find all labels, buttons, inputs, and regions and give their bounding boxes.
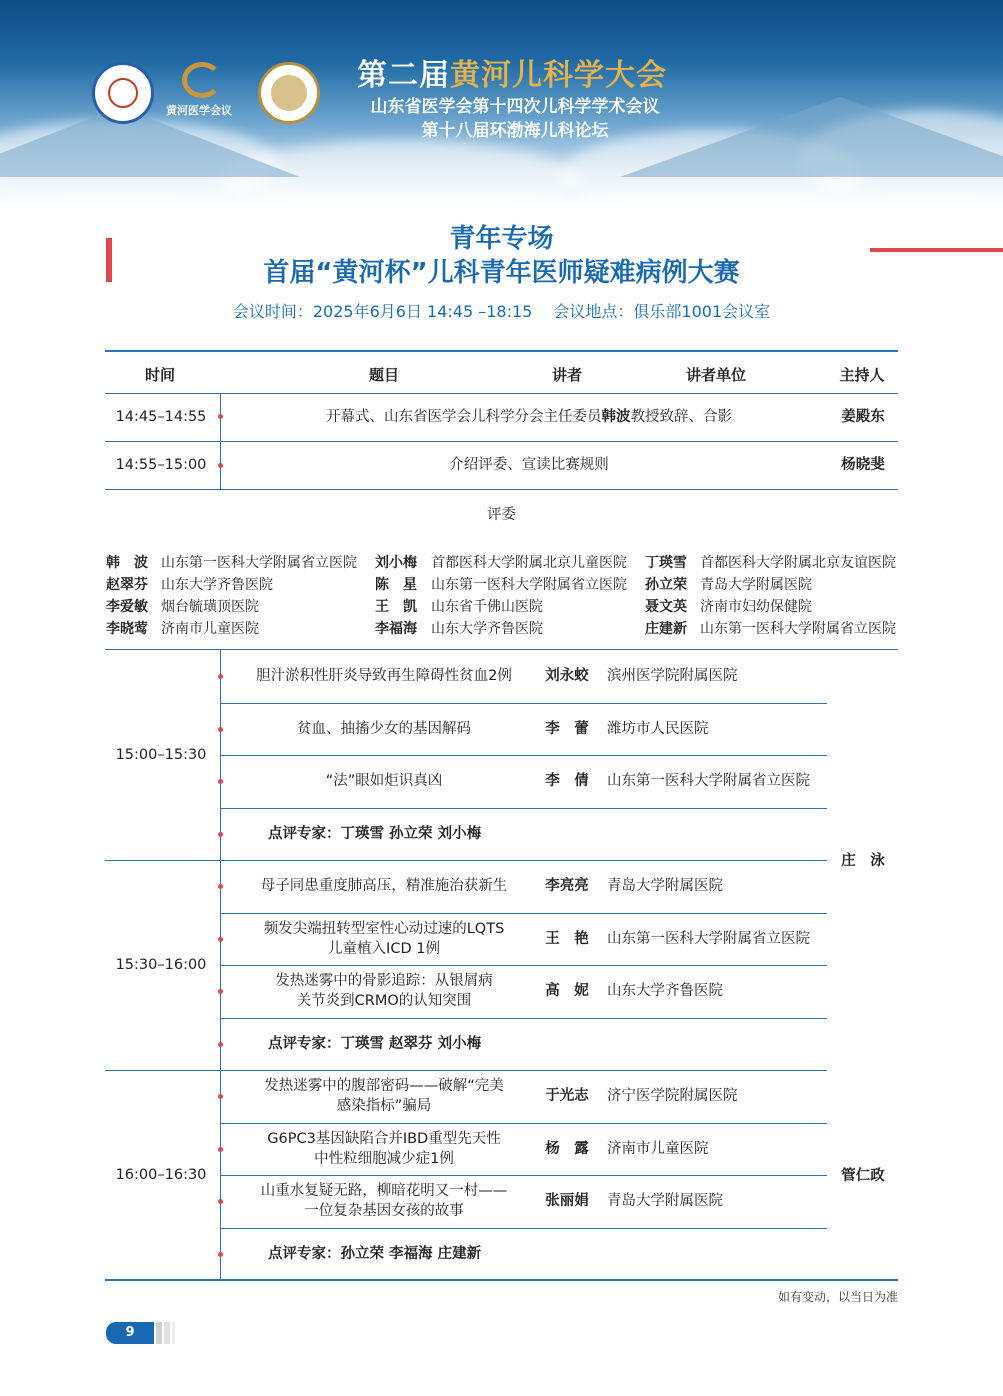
judge-org: 山东第一医科大学附属省立医院 xyxy=(431,577,627,593)
opening-time: 14:45–14:55 xyxy=(115,409,207,425)
judges-label: 评委 xyxy=(487,507,516,523)
table-bottom-border xyxy=(105,1279,898,1281)
header-topic: 题目 xyxy=(368,366,399,384)
talk-speaker-unit: 济南市儿童医院 xyxy=(607,1140,709,1157)
row-divider xyxy=(221,913,827,914)
talk-speaker-unit: 潍坊市人民医院 xyxy=(607,720,709,737)
section-title: 青年专场 xyxy=(449,224,554,254)
judge-name: 王 凯 xyxy=(375,599,417,615)
judge-name: 陈 星 xyxy=(375,577,417,593)
talk-speaker: 李 倩 xyxy=(545,773,589,790)
judge-name: 李爱敏 xyxy=(106,599,148,615)
talk-speaker: 张丽娟 xyxy=(545,1193,589,1210)
row-divider xyxy=(221,1018,827,1019)
host-session-3: 管仁政 xyxy=(841,1168,885,1184)
review-experts: 点评专家：丁瑛雪 赵翠芬 刘小梅 xyxy=(268,1035,482,1052)
conference-subtitle-2: 第十八届环渤海儿科论坛 xyxy=(421,121,609,141)
hospital-seal-logo xyxy=(258,62,320,124)
header-time: 时间 xyxy=(144,366,175,384)
session-time: 15:30–16:00 xyxy=(115,957,207,973)
row-marker xyxy=(218,1147,223,1152)
row-marker xyxy=(218,832,223,837)
row-marker xyxy=(218,1199,223,1204)
judge-org: 烟台毓璜顶医院 xyxy=(161,599,259,615)
rules-host: 杨晓斐 xyxy=(841,457,885,473)
row-divider xyxy=(221,808,827,809)
talk-speaker: 李 蕾 xyxy=(545,720,589,737)
conference-subtitle-1: 山东省医学会第十四次儿科学学术会议 xyxy=(370,97,660,117)
judge-name: 孙立荣 xyxy=(645,577,687,593)
talk-speaker: 于光志 xyxy=(545,1088,589,1105)
rules-content: 介绍评委、宣读比赛规则 xyxy=(449,457,609,473)
row-marker xyxy=(218,727,223,732)
header-speaker: 讲者 xyxy=(551,366,582,384)
talk-speaker: 李亮亮 xyxy=(545,878,589,895)
meeting-info: 会议时间：2025年6月6日 14:45 –18:15 会议地点：俱乐部1001会议室 xyxy=(232,302,771,321)
row-marker xyxy=(218,884,223,889)
row-divider xyxy=(105,649,898,650)
header-host: 主持人 xyxy=(839,366,885,384)
judge-name: 庄建新 xyxy=(645,621,687,637)
opening-content: 开幕式、山东省医学会儿科学分会主任委员韩波教授致辞、合影 xyxy=(326,409,732,425)
talk-speaker-unit: 山东第一医科大学附属省立医院 xyxy=(607,773,810,790)
session-divider xyxy=(105,1070,827,1071)
row-marker xyxy=(218,779,223,784)
row-divider xyxy=(105,489,898,490)
talk-speaker-unit: 青岛大学附属医院 xyxy=(607,878,723,895)
talk-speaker: 王 艳 xyxy=(545,930,589,947)
row-divider xyxy=(221,1123,827,1124)
judge-name: 聂文英 xyxy=(645,599,687,615)
judge-org: 山东大学齐鲁医院 xyxy=(431,621,543,637)
column-divider xyxy=(220,394,221,490)
row-marker xyxy=(218,1042,223,1047)
judge-org: 济南市儿童医院 xyxy=(161,621,259,637)
review-experts: 点评专家：孙立荣 李福海 庄建新 xyxy=(268,1245,482,1262)
judge-name: 李晓莺 xyxy=(106,621,148,637)
yellow-river-conference-logo: 黄河医学会议 xyxy=(172,62,236,124)
page-number: 9 xyxy=(106,1322,154,1344)
session-divider xyxy=(105,860,827,861)
opening-host: 姜殿东 xyxy=(841,409,885,425)
judge-name: 赵翠芬 xyxy=(106,577,148,593)
talk-title: 发热迷雾中的腹部密码——破解“完美 感染指标”骗局 xyxy=(264,1078,504,1115)
talk-title: 母子同患重度肺高压，精准施治获新生 xyxy=(260,878,508,895)
row-marker xyxy=(218,937,223,942)
judge-org: 青岛大学附属医院 xyxy=(700,577,812,593)
change-note: 如有变动，以当日为准 xyxy=(777,1290,898,1304)
talk-title: 频发尖端扭转型室性心动过速的LQTS 儿童植入ICD 1例 xyxy=(263,920,505,957)
row-marker xyxy=(218,1094,223,1099)
judge-org: 济南市妇幼保健院 xyxy=(700,599,812,615)
row-marker xyxy=(218,989,223,994)
talk-title: 发热迷雾中的骨影追踪：从银屑病 关节炎到CRMO的认知突围 xyxy=(275,973,493,1010)
row-marker xyxy=(218,674,223,679)
talk-title: 胆汁淤积性肝炎导致再生障碍性贫血2例 xyxy=(256,668,512,685)
talk-speaker-unit: 山东大学齐鲁医院 xyxy=(607,983,723,1000)
judge-org: 首都医科大学附属北京儿童医院 xyxy=(431,555,627,571)
page-stripe xyxy=(172,1322,175,1344)
talk-title: 贫血、抽搐少女的基因解码 xyxy=(297,720,471,737)
judge-org: 山东大学齐鲁医院 xyxy=(161,577,273,593)
judge-name: 李福海 xyxy=(375,621,417,637)
page-stripe xyxy=(156,1322,162,1344)
conference-title: 第二届黄河儿科学大会 xyxy=(357,58,667,93)
table-top-border xyxy=(105,350,898,352)
row-marker xyxy=(218,1252,223,1257)
talk-speaker: 高 妮 xyxy=(545,983,589,1000)
talk-title: 山重水复疑无路，柳暗花明又一村—— 一位复杂基因女孩的故事 xyxy=(260,1183,508,1220)
judge-name: 韩 波 xyxy=(106,555,148,571)
row-divider xyxy=(221,703,827,704)
talk-speaker: 刘永蛟 xyxy=(545,668,589,685)
medical-association-logo xyxy=(92,62,154,124)
page-stripe xyxy=(164,1322,170,1344)
row-divider xyxy=(221,1228,827,1229)
header-divider xyxy=(105,393,898,394)
row-divider xyxy=(221,965,827,966)
judge-name: 刘小梅 xyxy=(375,555,417,571)
judge-name: 丁瑛雪 xyxy=(645,555,687,571)
talk-speaker-unit: 山东第一医科大学附属省立医院 xyxy=(607,930,810,947)
talk-title: “法”眼如炬识真凶 xyxy=(325,773,443,790)
talk-speaker-unit: 滨州医学院附属医院 xyxy=(607,668,738,685)
talk-speaker-unit: 济宁医学院附属医院 xyxy=(607,1088,738,1105)
judge-org: 首都医科大学附属北京友谊医院 xyxy=(700,555,896,571)
row-divider xyxy=(105,441,898,442)
session-time: 15:00–15:30 xyxy=(115,747,207,763)
rules-time: 14:55–15:00 xyxy=(115,457,207,473)
judge-org: 山东省千佛山医院 xyxy=(431,599,543,615)
session-time: 16:00–16:30 xyxy=(115,1167,207,1183)
talk-speaker: 杨 露 xyxy=(545,1140,589,1157)
judge-org: 山东第一医科大学附属省立医院 xyxy=(700,621,896,637)
header-speaker-unit: 讲者单位 xyxy=(685,366,746,384)
row-divider xyxy=(221,755,827,756)
talk-speaker-unit: 青岛大学附属医院 xyxy=(607,1193,723,1210)
row-divider xyxy=(221,1175,827,1176)
host-sessions-1-2: 庄 泳 xyxy=(841,853,885,869)
talk-title: G6PC3基因缺陷合并IBD重型先天性 中性粒细胞减少症1例 xyxy=(267,1130,501,1167)
review-experts: 点评专家：丁瑛雪 孙立荣 刘小梅 xyxy=(268,825,482,842)
judge-org: 山东第一医科大学附属省立医院 xyxy=(161,555,357,571)
section-subtitle: 首届“黄河杯”儿科青年医师疑难病例大赛 xyxy=(263,258,740,288)
